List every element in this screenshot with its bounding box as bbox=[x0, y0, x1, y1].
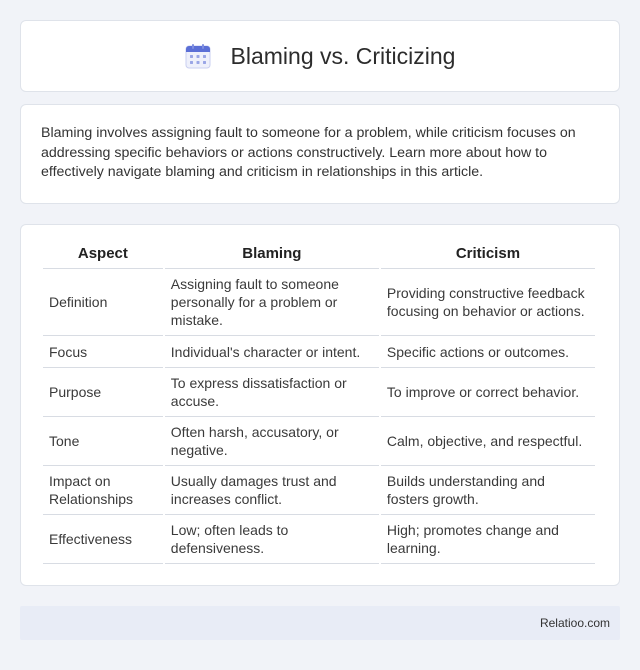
title-card bbox=[20, 20, 620, 92]
table-cell-blaming: Assigning fault to someone personally for a problem or mistake. bbox=[165, 269, 379, 336]
table-cell-criticism: Specific actions or outcomes. bbox=[381, 336, 595, 368]
table-row bbox=[43, 515, 595, 564]
table-cell-aspect: Focus bbox=[43, 336, 163, 368]
table-row bbox=[43, 368, 595, 417]
table-cell-aspect: Definition bbox=[43, 269, 163, 336]
footer bbox=[20, 606, 620, 640]
table-row bbox=[43, 466, 595, 515]
calendar-icon bbox=[185, 43, 211, 69]
table-cell-blaming: Usually damages trust and increases conflict. bbox=[165, 466, 379, 515]
comparison-table bbox=[41, 245, 597, 564]
table-cell-aspect: Impact on Relationships bbox=[43, 466, 163, 515]
table-cell-blaming: Often harsh, accusatory, or negative. bbox=[165, 417, 379, 466]
table-cell-aspect: Purpose bbox=[43, 368, 163, 417]
table-row bbox=[43, 417, 595, 466]
table-cell-blaming: To express dissatisfaction or accuse. bbox=[165, 368, 379, 417]
column-header-aspect: Aspect bbox=[43, 245, 163, 269]
table-cell-criticism: High; promotes change and learning. bbox=[381, 515, 595, 564]
intro-text: Blaming involves assigning fault to someone for a problem, while criticism focuses on addressing specific behaviors or actions constructively. Learn more about how to effectively navigate blaming and criticism in relationships in this article. bbox=[41, 125, 576, 180]
page-title: Blaming vs. Criticizing bbox=[230, 42, 456, 69]
table-cell-aspect: Tone bbox=[43, 417, 163, 466]
comparison-table-card bbox=[20, 224, 620, 586]
table-cell-blaming: Individual's character or intent. bbox=[165, 336, 379, 368]
table-header-row bbox=[43, 245, 595, 269]
footer-brand[interactable]: Relatioo.com bbox=[539, 616, 610, 630]
table-cell-aspect: Effectiveness bbox=[43, 515, 163, 564]
column-header-blaming: Blaming bbox=[165, 245, 379, 269]
table-row bbox=[43, 269, 595, 336]
table-row bbox=[43, 336, 595, 368]
intro-card bbox=[20, 104, 620, 204]
table-cell-criticism: Builds understanding and fosters growth. bbox=[381, 466, 595, 515]
table-cell-blaming: Low; often leads to defensiveness. bbox=[165, 515, 379, 564]
table-cell-criticism: To improve or correct behavior. bbox=[381, 368, 595, 417]
table-cell-criticism: Providing constructive feedback focusing on behavior or actions. bbox=[381, 269, 595, 336]
table-cell-criticism: Calm, objective, and respectful. bbox=[381, 417, 595, 466]
column-header-criticism: Criticism bbox=[381, 245, 595, 269]
